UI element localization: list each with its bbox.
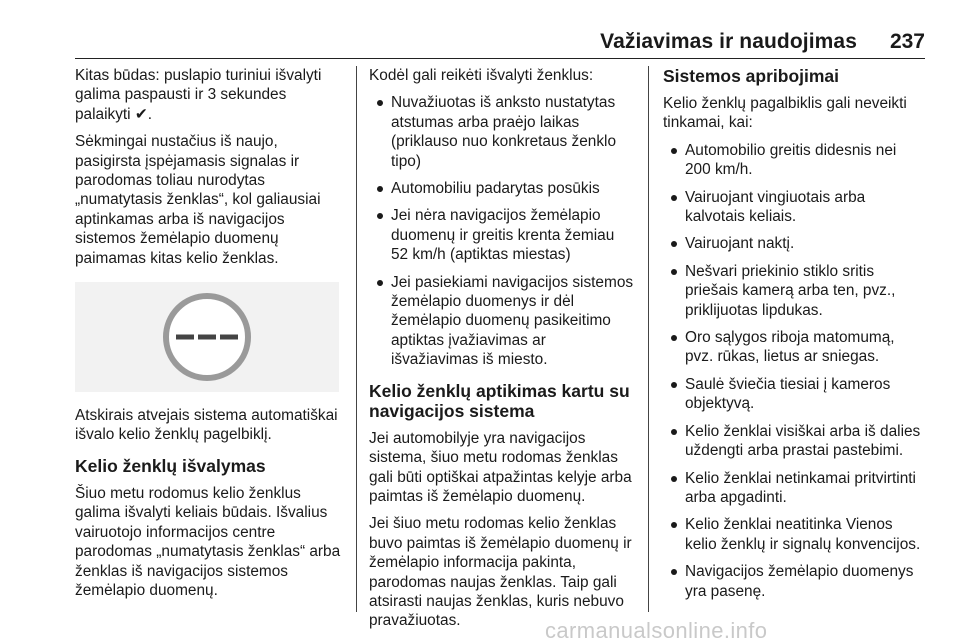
column-divider <box>356 66 357 612</box>
list-item <box>663 375 925 414</box>
page-number: 237 <box>889 30 925 53</box>
paragraph: Šiuo metu rodomus kelio ženklus galima išvalyti keliais būdais. Išvalius vairuotojo informacijos centre parodomas „numatytasis ženklas“ arba ženklas iš navigacijos sistemos žemėlapio duomenų. <box>75 484 341 599</box>
default-sign-icon <box>162 292 252 382</box>
paragraph: Kelio ženklų pagalbiklis gali neveikti tinkamai, kai: <box>663 95 907 132</box>
section-heading: Sistemos apribojimai <box>663 66 840 86</box>
list-item <box>663 234 925 253</box>
list-item-text: Vairuojant naktį. <box>685 235 795 253</box>
column-right <box>663 66 925 609</box>
list-item-text: Nešvari priekinio stiklo sritis priešais kamerą arba ten, pvz., priklijuotas lipdukas. <box>685 262 896 319</box>
page-title: Važiavimas ir naudojimas <box>600 30 857 53</box>
list-item <box>369 206 634 264</box>
bullet-icon <box>377 213 383 219</box>
section-heading: Kelio ženklų išvalymas <box>75 455 266 476</box>
list-item <box>663 422 925 461</box>
list-item-text: Automobiliu padarytas posūkis <box>391 180 600 198</box>
column-left <box>75 66 345 608</box>
list-item <box>663 562 925 601</box>
bullet-list <box>369 93 634 369</box>
list-item <box>663 262 925 320</box>
list-item-text: Kelio ženklai visiškai arba iš dalies uždengti arba prastai pastebimi. <box>685 422 921 460</box>
paragraph: Kodėl gali reikėti išvalyti ženklus: <box>369 67 594 84</box>
bullet-icon <box>671 569 677 575</box>
header-rule <box>75 58 925 59</box>
list-item <box>369 273 634 370</box>
list-item <box>663 469 925 508</box>
column-divider <box>648 66 649 612</box>
list-item-text: Nuvažiuotas iš anksto nustatytas atstumas arba praėjo laikas (priklauso nuo konkretaus ženklo tipo) <box>391 94 616 170</box>
paragraph: Jei šiuo metu rodomas kelio ženklas buvo paimtas iš žemėlapio duomenų ir žemėlapio informacija pakinta, parodomas naujas ženklas. Taip gali atsirasti naujas ženklas, kuris nebuvo pravažiuotas. <box>369 515 632 630</box>
bullet-icon <box>671 195 677 201</box>
bullet-icon <box>671 269 677 275</box>
list-item-text: Kelio ženklai netinkamai pritvirtinti arba apgadinti. <box>685 469 916 506</box>
bullet-icon <box>377 186 383 192</box>
bullet-icon <box>671 382 677 388</box>
watermark: carmanualsonline.info <box>545 618 768 643</box>
list-item-text: Automobilio greitis didesnis nei 200 km/h. <box>685 141 897 179</box>
list-item-text: Vairuojant vingiuotais arba kalvotais keliais. <box>685 188 866 226</box>
list-item <box>369 179 634 198</box>
section-heading: Kelio ženklų aptikimas kartu su navigacijos sistema <box>369 380 630 421</box>
list-item <box>663 188 925 227</box>
list-item <box>663 515 925 554</box>
bullet-list <box>663 141 925 601</box>
bullet-icon <box>671 522 677 528</box>
list-item <box>369 93 634 171</box>
bullet-icon <box>671 241 677 247</box>
list-item <box>663 328 925 367</box>
paragraph: Kitas būdas: puslapio turiniui išvalyti galima paspausti ir 3 sekundes palaikyti ✔. <box>75 67 322 123</box>
list-item-text: Saulė šviečia tiesiai į kameros objektyvą. <box>685 375 891 413</box>
list-item <box>663 141 925 180</box>
bullet-icon <box>671 335 677 341</box>
list-item-text: Jei pasiekiami navigacijos sistemos žemėlapio duomenys ir dėl žemėlapio duomenų pasikeitimo aptiktas įvažiavimas ar išvažiavimas iš miesto. <box>391 273 634 369</box>
paragraph: Jei automobilyje yra navigacijos sistema, šiuo metu rodomas ženklas gali būti optiškai atpažintas kelyje arba paimtas iš žemėlapio duomenų. <box>369 429 632 505</box>
bullet-icon <box>377 100 383 106</box>
list-item-text: Navigacijos žemėlapio duomenys yra pasenę. <box>685 563 914 600</box>
bullet-icon <box>377 280 383 286</box>
default-sign-figure <box>75 282 339 392</box>
bullet-icon <box>671 148 677 154</box>
list-item-text: Jei nėra navigacijos žemėlapio duomenų ir greitis krenta žemiau 52 km/h (aptiktas miestas) <box>391 207 615 264</box>
page-header <box>75 30 925 58</box>
paragraph: Atskirais atvejais sistema automatiškai išvalo kelio ženklų pagelbiklį. <box>75 407 338 444</box>
bullet-icon <box>671 476 677 482</box>
list-item-text: Oro sąlygos riboja matomumą, pvz. rūkas, lietus ar sniegas. <box>685 329 895 366</box>
list-item-text: Kelio ženklai neatitinka Vienos kelio ženklų ir signalų konvencijos. <box>685 516 921 553</box>
bullet-icon <box>671 429 677 435</box>
column-middle <box>369 66 634 639</box>
paragraph: Sėkmingai nustačius iš naujo, pasigirsta įspėjamasis signalas ir parodomas toliau nurodytas „numatytasis ženklas“, kol galiausiai aptinkamas arba iš navigacijos sistemos žemėlapio duomenų paimamas kitas kelio ženklas. <box>75 133 321 267</box>
